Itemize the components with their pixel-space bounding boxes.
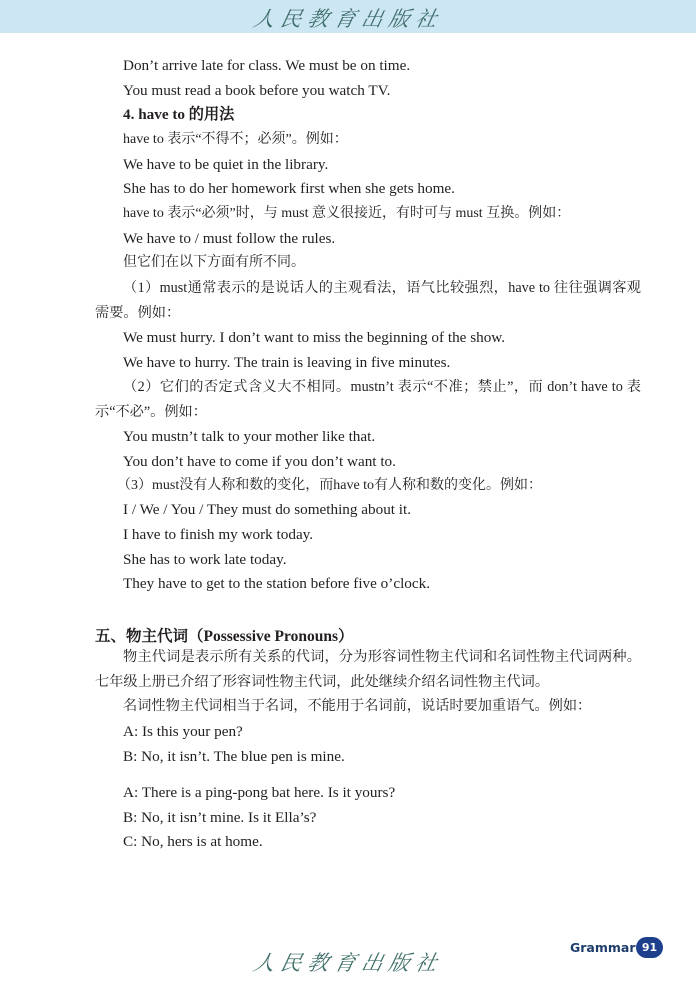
example-sentence: I / We / You / They must do something about it.: [123, 501, 412, 518]
example-sentence: They have to get to the station before five o’clock.: [123, 575, 431, 592]
example-sentence: We have to be quiet in the library.: [123, 156, 329, 173]
dialogue-line: B: No, it isn’t. The blue pen is mine.: [123, 748, 345, 765]
example-sentence: We have to hurry. The train is leaving in five minutes.: [123, 354, 451, 371]
example-sentence: We must hurry. I don’t want to miss the beginning of the show.: [123, 329, 506, 346]
example-sentence: She has to do her homework first when she gets home.: [123, 180, 455, 197]
subheading-have-to: 4. have to 的用法: [123, 106, 235, 123]
dialogue-line: B: No, it isn’t mine. Is it Ella’s?: [123, 809, 317, 826]
explanation-text: have to 表示“必须”时，与 must 意义很接近，有时可与 must 互换。例如：: [123, 206, 571, 221]
dialogue-line: A: Is this your pen?: [123, 723, 243, 740]
point-3-paragraph: （3）must没有人称和数的变化，而have to有人称和数的变化。例如：: [117, 478, 543, 493]
explanation-text: have to 表示“不得不；必须”。例如：: [123, 132, 348, 147]
example-sentence: We have to / must follow the rules.: [123, 230, 336, 247]
publisher-logo-bottom: 人民教育出版社: [251, 951, 446, 975]
point-1-paragraph: （1）must通常表示的是说话人的主观看法，语气比较强烈，have to 往往强调客观需要。例如：: [95, 280, 641, 321]
example-sentence: You must read a book before you watch TV.: [123, 82, 391, 99]
example-sentence: She has to work late today.: [123, 551, 287, 568]
point-2-paragraph: （2）它们的否定式含义大不相同。mustn’t 表示“不准；禁止”，而 don’t have to 表示“不必”。例如：: [95, 379, 641, 420]
possessive-intro-paragraph: 物主代词是表示所有关系的代词，分为形容词性物主代词和名词性物主代词两种。七年级上册已介绍了形容词性物主代词，此处继续介绍名词性物主代词。: [95, 649, 641, 690]
example-sentence: You mustn’t talk to your mother like that.: [123, 428, 376, 445]
page-number-badge: 91: [636, 937, 663, 958]
section-5-heading: 五、物主代词（Possessive Pronouns）: [95, 628, 354, 645]
example-sentence: I have to finish my work today.: [123, 526, 314, 543]
example-sentence: Don’t arrive late for class. We must be on time.: [123, 57, 411, 74]
publisher-logo-top: 人民教育出版社: [251, 7, 446, 31]
footer-section-label: Grammar: [570, 940, 636, 955]
dialogue-line: C: No, hers is at home.: [123, 833, 263, 850]
possessive-usage-paragraph: 名词性物主代词相当于名词，不能用于名词前，说话时要加重语气。例如：: [123, 698, 592, 714]
dialogue-line: A: There is a ping-pong bat here. Is it yours?: [123, 784, 396, 801]
example-sentence: You don’t have to come if you don’t want to.: [123, 453, 396, 470]
explanation-text: 但它们在以下方面有所不同。: [123, 255, 305, 270]
